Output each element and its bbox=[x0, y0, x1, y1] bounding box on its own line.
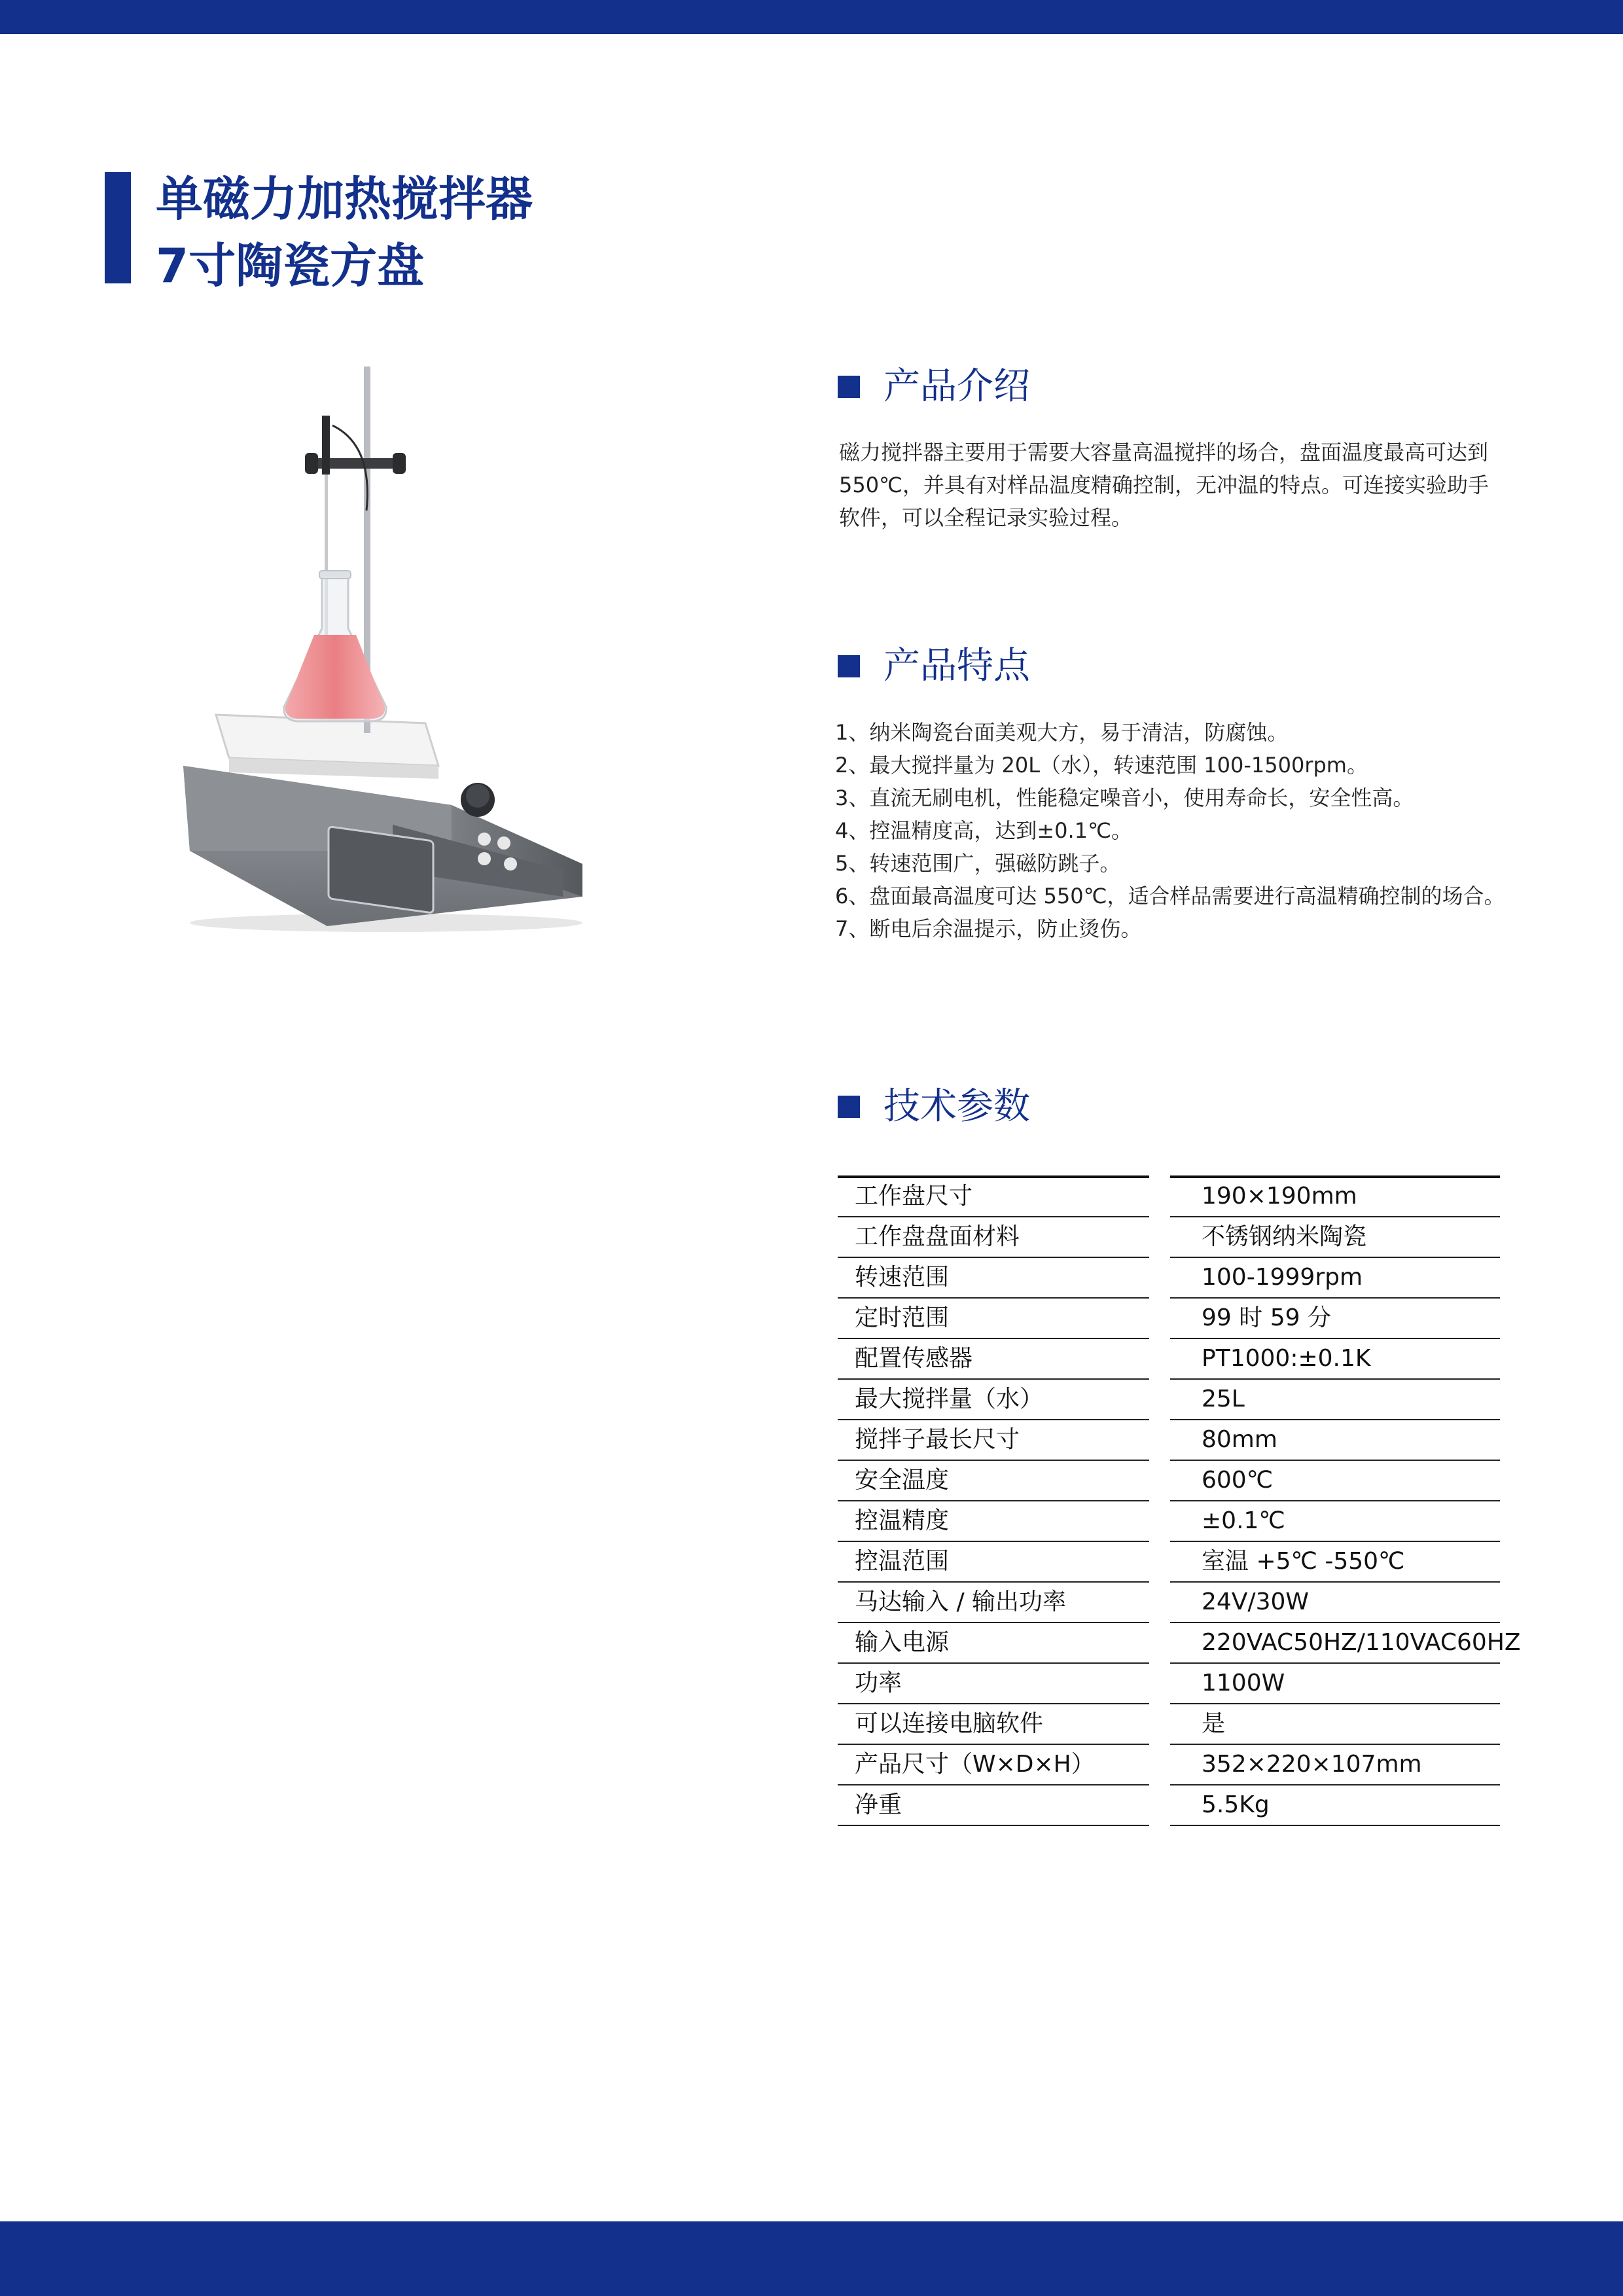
spec-value: 80mm bbox=[1202, 1426, 1277, 1453]
top-banner-bar bbox=[0, 0, 1623, 34]
spec-label: 控温范围 bbox=[855, 1548, 950, 1575]
feature-item: 4、控温精度高，达到±0.1℃。 bbox=[835, 818, 1133, 843]
table-row bbox=[838, 1338, 1505, 1378]
spec-value: 352×220×107mm bbox=[1202, 1751, 1422, 1778]
spec-value: 600℃ bbox=[1202, 1467, 1274, 1494]
feature-item: 1、纳米陶瓷台面美观大方，易于清洁，防腐蚀。 bbox=[835, 720, 1289, 745]
table-row bbox=[838, 1703, 1505, 1744]
spec-label: 功率 bbox=[855, 1670, 902, 1696]
spec-label: 配置传感器 bbox=[855, 1345, 973, 1372]
spec-value: PT1000:±0.1K bbox=[1202, 1345, 1371, 1372]
page-title-line-1: 单磁力加热搅拌器 bbox=[156, 171, 533, 226]
spec-value: 25L bbox=[1202, 1386, 1245, 1412]
row-divider bbox=[838, 1825, 1149, 1826]
spec-value: 99 时 59 分 bbox=[1202, 1304, 1331, 1331]
table-row bbox=[838, 1622, 1521, 1662]
table-row bbox=[838, 1257, 1505, 1297]
table-row bbox=[838, 1216, 1505, 1257]
feature-item: 5、转速范围广，强磁防跳子。 bbox=[835, 851, 1121, 876]
features-heading-text: 产品特点 bbox=[883, 645, 1030, 687]
heading-square-icon bbox=[838, 1096, 860, 1118]
spec-label: 定时范围 bbox=[855, 1304, 950, 1331]
heading-square-icon bbox=[838, 655, 860, 677]
spec-label: 可以连接电脑软件 bbox=[855, 1710, 1044, 1737]
bottom-banner-bar bbox=[0, 2221, 1623, 2296]
specs-section-heading bbox=[838, 1083, 1030, 1130]
intro-heading-text: 产品介绍 bbox=[883, 365, 1030, 408]
spec-label: 安全温度 bbox=[855, 1467, 950, 1494]
table-row bbox=[838, 1460, 1505, 1500]
spec-label: 工作盘盘面材料 bbox=[855, 1223, 1020, 1250]
feature-item: 3、直流无刷电机，性能稳定噪音小，使用寿命长，安全性高。 bbox=[835, 785, 1414, 810]
spec-label: 控温精度 bbox=[855, 1507, 950, 1534]
table-row bbox=[838, 1175, 1505, 1216]
spec-label: 工作盘尺寸 bbox=[855, 1183, 973, 1210]
spec-value: 100-1999rpm bbox=[1202, 1264, 1363, 1291]
spec-value: 1100W bbox=[1202, 1670, 1285, 1696]
feature-item: 6、盘面最高温度可达 550℃，适合样品需要进行高温精确控制的场合。 bbox=[835, 884, 1505, 908]
spec-value: 220VAC50HZ/110VAC60HZ bbox=[1202, 1629, 1521, 1656]
spec-value: 24V/30W bbox=[1202, 1588, 1309, 1615]
spec-label: 输入电源 bbox=[855, 1629, 950, 1656]
features-list bbox=[835, 716, 1516, 945]
page-title-line-2: 7寸陶瓷方盘 bbox=[156, 238, 425, 293]
spec-value: 5.5Kg bbox=[1202, 1791, 1270, 1818]
table-row bbox=[838, 1581, 1505, 1622]
spec-value: 室温 +5℃ -550℃ bbox=[1202, 1548, 1405, 1575]
feature-item: 7、断电后余温提示，防止烫伤。 bbox=[835, 916, 1142, 941]
specs-table bbox=[838, 1175, 1521, 1825]
intro-paragraph: 磁力搅拌器主要用于需要大容量高温搅拌的场合，盘面温度最高可达到 550℃，并具有对样品温度精确控制，无冲温的特点。可连接实验助手软件，可以全程记录实验过程。 bbox=[839, 440, 1489, 530]
spec-label: 马达输入 / 输出功率 bbox=[855, 1588, 1067, 1615]
spec-value: 不锈钢纳米陶瓷 bbox=[1202, 1223, 1367, 1250]
heading-square-icon bbox=[838, 376, 860, 398]
spec-value: 是 bbox=[1202, 1710, 1226, 1737]
table-row bbox=[838, 1297, 1505, 1338]
spec-value: ±0.1℃ bbox=[1202, 1507, 1285, 1534]
table-row bbox=[838, 1784, 1505, 1825]
table-row bbox=[838, 1662, 1505, 1703]
intro-section-heading bbox=[838, 363, 1030, 410]
title-accent-bar bbox=[105, 172, 131, 283]
spec-label: 转速范围 bbox=[855, 1264, 950, 1291]
table-row bbox=[838, 1500, 1505, 1541]
spec-value: 190×190mm bbox=[1202, 1183, 1357, 1210]
features-section-heading bbox=[838, 643, 1030, 690]
product-image bbox=[177, 353, 596, 936]
spec-label: 搅拌子最长尺寸 bbox=[855, 1426, 1020, 1453]
specs-heading-text: 技术参数 bbox=[883, 1085, 1030, 1128]
row-divider bbox=[1170, 1825, 1500, 1826]
table-row bbox=[838, 1744, 1505, 1784]
spec-label: 最大搅拌量（水） bbox=[855, 1386, 1044, 1412]
feature-item: 2、最大搅拌量为 20L（水），转速范围 100-1500rpm。 bbox=[835, 753, 1368, 778]
spec-label: 产品尺寸（W×D×H） bbox=[855, 1751, 1095, 1778]
table-row bbox=[838, 1378, 1505, 1419]
table-row bbox=[838, 1541, 1505, 1581]
table-row bbox=[838, 1419, 1505, 1460]
spec-label: 净重 bbox=[855, 1791, 902, 1818]
